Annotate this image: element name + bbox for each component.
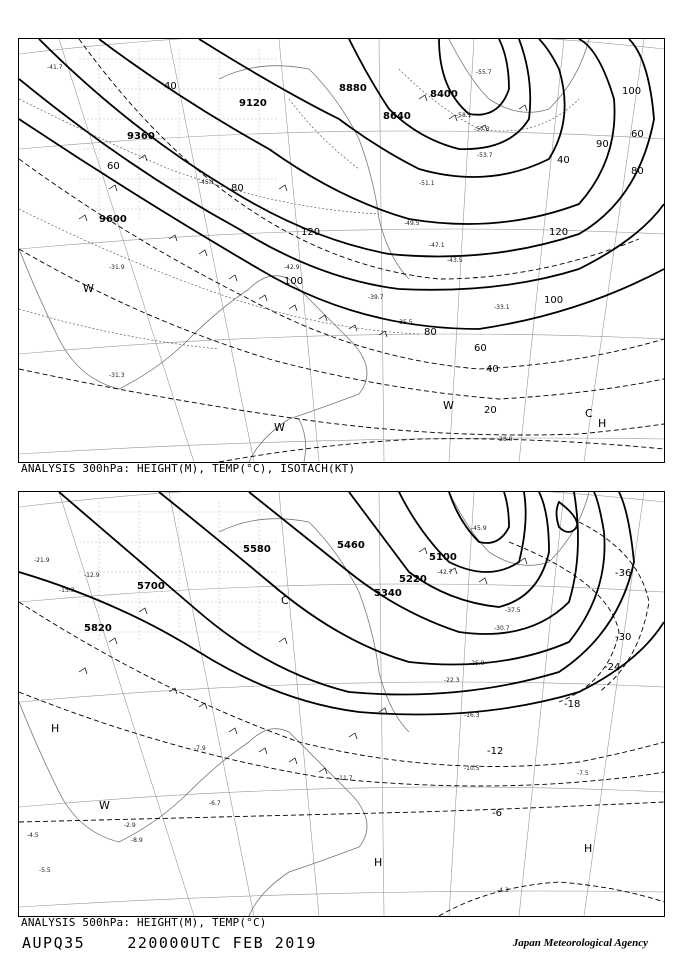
isotach-label: 80 [631, 166, 644, 177]
isotach-label: 60 [631, 129, 644, 140]
height-label: 5220 [399, 574, 427, 585]
temp-label: -31.3 [109, 372, 125, 379]
obs-value: -11.7 [337, 775, 353, 782]
temp-label: -45.1 [199, 179, 215, 186]
obs-value: -7.5 [577, 770, 589, 777]
isotach-label: 90 [596, 139, 609, 150]
obs-value: -10.5 [464, 765, 480, 772]
temp-label: -58.1 [456, 112, 472, 119]
warm-symbol: W [274, 421, 285, 434]
obs-value: -6.7 [209, 800, 221, 807]
obs-value: -21.9 [34, 557, 50, 564]
map-500hpa [19, 492, 664, 916]
height-label: 9600 [99, 214, 127, 225]
cold-symbol: C [585, 407, 593, 420]
isotherms [19, 522, 664, 916]
temp-label: -47.1 [429, 242, 445, 249]
isotach-label: 100 [622, 86, 642, 97]
high-symbol: H [584, 842, 593, 855]
obs-grid [79, 502, 279, 642]
temp-label: -41.7 [47, 64, 63, 71]
high-symbol: H [598, 417, 607, 430]
temp-label: -31.9 [109, 264, 125, 271]
temp-label: -43.5 [447, 257, 463, 264]
height-label: 8640 [383, 111, 411, 122]
caption-500hpa: ANALYSIS 500hPa: HEIGHT(M), TEMP(°C) [21, 916, 267, 929]
height-label: 8880 [339, 83, 367, 94]
temp-label: -53.7 [477, 152, 493, 159]
graticule [19, 39, 664, 462]
isotach-label: 60 [107, 161, 120, 172]
height-label: 5100 [429, 552, 457, 563]
height-label: 9360 [127, 131, 155, 142]
isotachs [19, 39, 664, 462]
obs-value: -25.9 [469, 660, 485, 667]
obs-value: -2.9 [124, 822, 136, 829]
agency-name: Japan Meteorological Agency [512, 937, 648, 949]
high-symbol: H [374, 856, 383, 869]
warm-symbol: W [99, 799, 110, 812]
map-300hpa [19, 39, 664, 462]
isotach-label: 120 [301, 227, 321, 238]
height-contours [19, 492, 664, 715]
isotherm-label: -30 [615, 632, 632, 643]
temp-label: -33.1 [494, 304, 510, 311]
height-labels [99, 83, 458, 225]
isotherm-label: -18 [564, 699, 581, 710]
isotach-label: 40 [557, 155, 570, 166]
obs-value: -7.9 [194, 745, 206, 752]
height-label: 5820 [84, 623, 112, 634]
obs-value: -5.5 [39, 867, 51, 874]
obs-value: -37.5 [505, 607, 521, 614]
height-label: 8400 [430, 89, 458, 100]
isotach-label: 20 [484, 405, 497, 416]
obs-value: -22.3 [444, 677, 460, 684]
obs-value: -45.9 [471, 525, 487, 532]
isotherm-label: -24 [604, 662, 621, 673]
temp-label: -35.5 [397, 319, 413, 326]
bulletin-header [22, 934, 317, 952]
temperature-labels [47, 64, 513, 443]
isotach-label: 80 [424, 327, 437, 338]
warm-symbol: W [443, 399, 454, 412]
obs-value: -12.9 [84, 572, 100, 579]
obs-value: -8.9 [131, 837, 143, 844]
obs-value: -4.3 [497, 887, 509, 894]
bulletin-code: AUPQ35 [22, 934, 86, 952]
isotach-label: 100 [284, 276, 304, 287]
isotach-label: 40 [486, 364, 499, 375]
temp-label: -42.9 [284, 264, 300, 271]
obs-value: -15.3 [59, 587, 75, 594]
height-label: 9120 [239, 98, 267, 109]
coastline [19, 39, 589, 462]
isotach-label: 100 [544, 295, 564, 306]
height-label: 5580 [243, 544, 271, 555]
cold-symbol: C [281, 594, 289, 607]
obs-value: -16.3 [464, 712, 480, 719]
isotherm-label: -6 [492, 808, 502, 819]
obs-value: -42.7 [437, 569, 453, 576]
isotherm-label: -36 [615, 568, 632, 579]
obs-values [27, 525, 589, 894]
temp-label: -49.5 [404, 220, 420, 227]
obs-value: -30.7 [494, 625, 510, 632]
temp-label: -28.9 [497, 436, 513, 443]
high-symbol: H [51, 722, 60, 735]
caption-300hpa: ANALYSIS 300hPa: HEIGHT(M), TEMP(°C), ISOTACH(KT) [21, 462, 356, 475]
temp-label: -39.7 [368, 294, 384, 301]
obs-value: -4.5 [27, 832, 39, 839]
isotherm-labels [487, 568, 631, 819]
isotach-label: 80 [231, 183, 244, 194]
bulletin-time: 220000UTC FEB 2019 [127, 934, 317, 952]
warm-symbol: W [83, 282, 94, 295]
isotherm-label: -12 [487, 746, 504, 757]
isotach-label: 40 [164, 81, 177, 92]
isotach-label: 120 [549, 227, 569, 238]
isotach-label: 60 [474, 343, 487, 354]
temp-label: -57.3 [474, 126, 490, 133]
chart-300hpa [18, 38, 665, 463]
temp-label: -55.7 [476, 69, 492, 76]
coastline [19, 492, 589, 916]
height-label: 5460 [337, 540, 365, 551]
height-label: 5340 [374, 588, 402, 599]
temp-label: -51.1 [419, 180, 435, 187]
height-label: 5700 [137, 581, 165, 592]
chart-500hpa [18, 491, 665, 917]
pressure-symbols [83, 282, 606, 434]
